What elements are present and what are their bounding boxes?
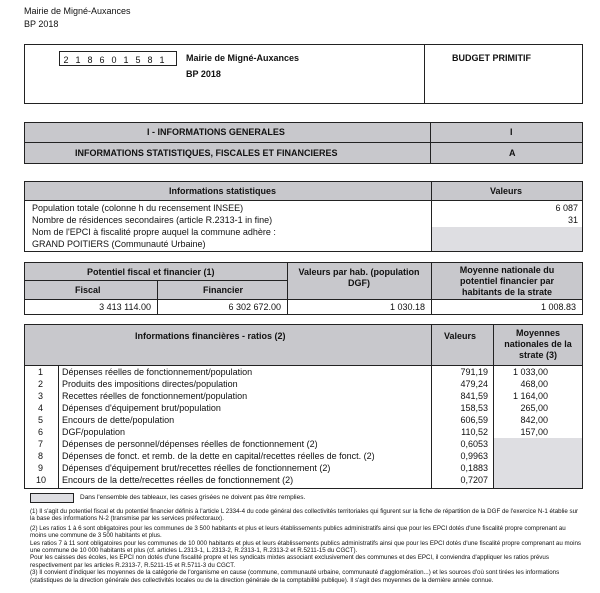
- potentiel-financier-cell: [157, 299, 288, 315]
- section-general-code: I: [510, 127, 513, 137]
- organism-name: Mairie de Migné-Auxances: [186, 53, 300, 63]
- ratio-moyenne: 157,00: [520, 427, 548, 437]
- ratio-label: Recettes réelles de fonctionnement/population: [62, 391, 248, 401]
- ratios-header-values: [431, 324, 494, 366]
- potentiel-financier-label: Financier: [203, 285, 244, 295]
- section-stats-label: INFORMATIONS STATISTIQUES, FISCALES ET FINANCIERES: [75, 148, 338, 158]
- potentiel-hab-value: 1 030.18: [389, 302, 425, 312]
- siret-digit: 8: [87, 55, 93, 65]
- ratio-num: 7: [38, 439, 44, 449]
- ratio-value: 0,6053: [460, 439, 488, 449]
- ratio-moyenne: 842,00: [520, 415, 548, 425]
- siret-digit: 0: [111, 55, 117, 65]
- stats-row-value: 6 087: [555, 203, 578, 213]
- section-stats-code: A: [509, 148, 516, 158]
- ratio-moyenne: 1 033,00: [512, 367, 548, 377]
- ratio-num: 9: [38, 463, 44, 473]
- footnote: Les ratios 7 à 11 sont obligatoires pour les communes de 10 000 habitants et plus et leurs établissements publics administratifs ainsi que pour les EPCI dotés d'une fiscalité propre comprenant au moins une commune de 10 000 habitants et plus (cf. articles L.2313-1, L.2313-2, R.2313-1, R.2313-2 et R.5211-15 du CGCT).: [30, 539, 582, 555]
- stats-header-label: Informations statistiques: [169, 186, 277, 196]
- ratio-label: Dépenses de fonct. et remb. de la dette en capital/recettes réelles de fonct. (2): [62, 451, 375, 461]
- ratio-num: 10: [36, 475, 47, 485]
- ratio-moyenne: 1 164,00: [512, 391, 548, 401]
- legend-text: Dans l'ensemble des tableaux, les cases grisées ne doivent pas être remplies.: [80, 494, 306, 501]
- ratio-label: Encours de la dette/recettes réelles de fonctionnement (2): [62, 475, 294, 485]
- siret-digit: 1: [159, 55, 165, 65]
- stats-row-label: GRAND POITIERS (Communauté Urbaine): [32, 239, 206, 249]
- potentiel-fiscal-header: [24, 280, 158, 300]
- ratios-header-moyennes: [493, 324, 583, 366]
- potentiel-hab-header: [287, 262, 432, 300]
- stats-row-label: Nombre de résidences secondaires (article R.2313-1 in fine): [32, 215, 273, 225]
- ratio-moyenne: 265,00: [520, 403, 548, 413]
- potentiel-moyenne-value: 1 008.83: [540, 302, 576, 312]
- section-divider: [430, 122, 431, 164]
- ratio-value: 479,24: [460, 379, 488, 389]
- ratio-value: 0,9963: [460, 451, 488, 461]
- ratios-header: [24, 324, 432, 366]
- potentiel-hab-cell: [287, 299, 432, 315]
- section-row-stats: [24, 142, 583, 164]
- budget-type: BUDGET PRIMITIF: [452, 53, 531, 63]
- potentiel-financier-header: [157, 280, 288, 300]
- ratio-value: 791,19: [460, 367, 488, 377]
- potentiel-header: [24, 262, 288, 281]
- footnote: (2) Les ratios 1 à 6 sont obligatoires pour les communes de 3 500 habitants et plus et leurs établissements publics administratifs ainsi que pour les EPCI dotés d'une fiscalité propre comprenant au moins une commune de 3 500 habitants et plus.: [30, 524, 566, 540]
- stats-body: [24, 200, 432, 252]
- stats-header: [24, 181, 432, 201]
- ratios-moyennes-label: Moyennes nationales de la strate (3): [504, 328, 572, 360]
- ratios-values-label: Valeurs: [444, 331, 477, 341]
- section-row-general: [24, 122, 583, 143]
- ratio-num: 3: [38, 391, 44, 401]
- siret-digit: 8: [147, 55, 153, 65]
- ratio-value: 606,59: [460, 415, 488, 425]
- ratio-num: 1: [38, 367, 44, 377]
- potentiel-financier-value: 6 302 672.00: [228, 302, 281, 312]
- footnote: Pour les caisses des écoles, les EPCI non dotés d'une fiscalité propre et les syndicats mixtes associant exclusivement des communes et des EPCI, il conviendra d'appliquer les ratios prévus respectivement par les articles R.2313-7, R.5211-15 et R.5711-3 du CGCT.: [30, 554, 549, 569]
- section-general-label: I - INFORMATIONS GENERALES: [147, 127, 285, 137]
- footnotes: [30, 508, 583, 584]
- potentiel-fiscal-value: 3 413 114.00: [99, 302, 151, 312]
- ratio-value: 158,53: [460, 403, 488, 413]
- potentiel-moyenne-cell: [431, 299, 583, 315]
- page-header-title: Mairie de Migné-Auxances: [24, 6, 131, 16]
- ratio-moyenne: 468,00: [520, 379, 548, 389]
- siret-digit: 1: [75, 55, 81, 65]
- ratio-label: Dépenses réelles de fonctionnement/population: [62, 367, 253, 377]
- stats-header-values: [431, 181, 583, 201]
- ratio-num: 6: [38, 427, 44, 437]
- ratio-label: DGF/population: [62, 427, 126, 437]
- potentiel-moyenne-label: Moyenne nationale du potentiel financier par habitants de la strate: [459, 265, 555, 297]
- ratios-greyed-cell: [494, 438, 582, 488]
- ratio-num: 2: [38, 379, 44, 389]
- ratios-header-label: Informations financières - ratios (2): [135, 331, 286, 341]
- top-box: [24, 44, 583, 104]
- footnote: (1) Il s'agit du potentiel fiscal et du potentiel financier définis à l'article L 2334-4 du code général des collectivités territoriales qui figurent sur la fiche de répartition de la DGF de l'exercice N-1 établie sur la base des informations N-2 (transmise par les services préfectoraux).: [30, 508, 579, 523]
- siret-digit: 5: [135, 55, 141, 65]
- top-box-divider: [424, 45, 425, 103]
- potentiel-moyenne-header: [431, 262, 583, 300]
- footnote: (3) Il convient d'indiquer les moyennes de la catégorie de l'organisme en cause (commune, communauté urbaine, communauté d'agglomération...) et les sources d'où sont tirées les informations (statistiques de la direction générale des collectivités locales ou de la direction générale de la comptabilité publique). Il s'agit des moyennes de la dernière année connue.: [30, 569, 560, 584]
- ratio-num: 4: [38, 403, 44, 413]
- stats-greyed-cell: [432, 227, 582, 251]
- siret-digit: 1: [123, 55, 129, 65]
- organism-year: BP 2018: [186, 69, 221, 79]
- ratio-value: 0,7207: [460, 475, 488, 485]
- ratio-value: 0,1883: [460, 463, 488, 473]
- ratio-value: 841,59: [460, 391, 488, 401]
- legend-grey-swatch: [30, 493, 74, 503]
- ratio-label: Dépenses de personnel/dépenses réelles de fonctionnement (2): [62, 439, 318, 449]
- siret-digit: 2: [63, 55, 69, 65]
- potentiel-fiscal-label: Fiscal: [75, 285, 101, 295]
- stats-row-label: Population totale (colonne h du recensement INSEE): [32, 203, 244, 213]
- stats-values-label: Valeurs: [490, 186, 523, 196]
- siret-box: [59, 51, 177, 66]
- ratios-num-divider: [58, 365, 59, 489]
- potentiel-header-label: Potentiel fiscal et financier (1): [87, 267, 215, 277]
- potentiel-fiscal-cell: [24, 299, 158, 315]
- stats-row-value: 31: [567, 215, 578, 225]
- page-header-year: BP 2018: [24, 19, 59, 29]
- ratio-label: Dépenses d'équipement brut/recettes réelles de fonctionnement (2): [62, 463, 331, 473]
- ratio-label: Produits des impositions directes/population: [62, 379, 238, 389]
- stats-row-label: Nom de l'EPCI à fiscalité propre auquel la commune adhère :: [32, 227, 276, 237]
- potentiel-hab-label: Valeurs par hab. (population DGF): [298, 267, 420, 288]
- ratio-value: 110,52: [461, 427, 488, 437]
- ratio-num: 8: [38, 451, 44, 461]
- siret-digit: 6: [99, 55, 105, 65]
- stats-values-col: [431, 200, 583, 252]
- ratio-label: Dépenses d'équipement brut/population: [62, 403, 221, 413]
- ratio-label: Encours de dette/population: [62, 415, 175, 425]
- ratio-num: 5: [38, 415, 44, 425]
